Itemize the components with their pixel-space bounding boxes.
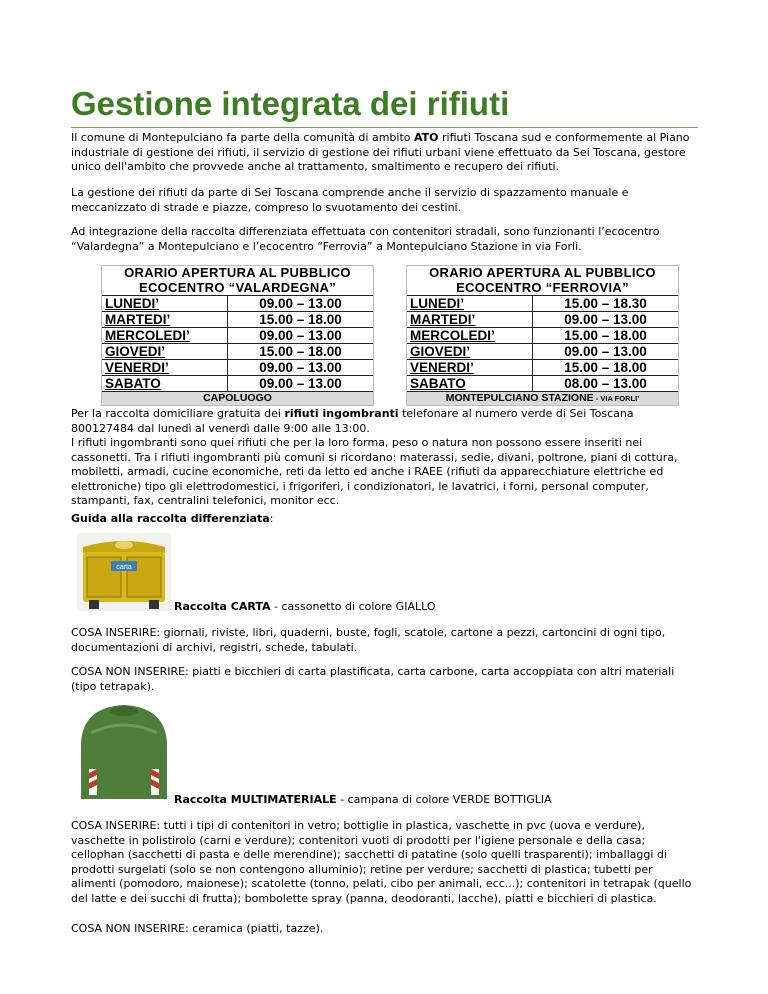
day-label: MERCOLEDI’ [407,328,533,343]
day-label: GIOVEDI’ [102,344,228,359]
hours-value: 08.00 – 13.00 [564,376,647,391]
day-label: LUNEDI’ [407,296,533,311]
hours-value: 15.00 – 18.00 [259,312,342,327]
hours-value: 15.00 – 18.00 [564,360,647,375]
footer-location: MONTEPULCIANO STAZIONE [445,392,594,404]
schedule-row [102,328,373,344]
ingombranti-paragraph [71,407,698,509]
multimateriale-color: - campana di colore VERDE BOTTIGLIA [336,793,552,806]
multimateriale-title [174,793,694,808]
schedule-valardegna [101,265,374,406]
hours-value: 09.00 – 13.00 [564,344,647,359]
intro-paragraph-1 [71,131,698,175]
day-label: MARTEDI’ [102,312,228,327]
hours-value: 15.00 – 18.30 [564,296,647,311]
schedule-row [102,312,373,328]
ingombranti-text-cont: telefonare al numero verde di Sei Toscana 800127484 dal lunedì al venerdì dalle 9:00 alle 13:00. [71,407,634,435]
multimateriale-bold: Raccolta MULTIMATERIALE [174,793,337,806]
ato-bold: ATO [414,131,439,144]
bin-label: carta [116,564,132,571]
day-label: GIOVEDI’ [407,344,533,359]
day-label: VENERDI’ [407,360,533,375]
multimateriale-inserire: COSA INSERIRE: tutti i tipi di contenitori in vetro; bottiglie in plastica, vaschette in pvc (uova e verdure), vaschette in polistirolo (carni e verdure); contenitori vuoti di prodotti per l'igiene personale e della casa; cellophan (sacchetti di pasta e delle merendine); sacchetti di patatine (solo quelli trasparenti); imballaggi di prodotti surgelati (solo se non contengono alluminio); retine per verdure; sacchetti di plastica; tubetti per alimenti (pomodoro, maionese); scatolette (tonno, pelati, cibo per animali, ecc...); contenitori in tetrapak (quello del latte e dei succhi di frutta); bombolette spray (panna, deodoranti, lacche), piatti e bicchieri di plastica. [71,819,692,905]
carta-non-inserire: COSA NON INSERIRE: piatti e bicchieri di carta plastificata, carta carbone, carta accoppiata con altri materiali (tipo tetrapak). [71,665,675,693]
schedule-row [407,296,678,312]
schedule-header: ORARIO APERTURA AL PUBBLICO [429,265,656,280]
ingombranti-bold: rifiuti ingombranti [284,407,399,420]
hours-value: 15.00 – 18.00 [564,328,647,343]
schedule-name: ECOCENTRO “FERROVIA” [407,280,678,296]
schedule-row [102,376,373,392]
schedule-row [407,376,678,392]
intro-paragraph-2: La gestione dei rifiuti da parte di Sei Toscana comprende anche il servizio di spazzamento manuale e meccanizzato di strade e piazze, compreso lo svuotamento dei cestini. [71,186,629,214]
day-label: SABATO [102,376,228,391]
day-label: VENERDI’ [102,360,228,375]
guide-bold: Guida alla raccolta differenziata [71,512,270,525]
schedule-row [407,344,678,360]
ingombranti-text: Per la raccolta domiciliare gratuita dei [71,407,285,420]
carta-color: - cassonetto di colore GIALLO [270,600,436,613]
day-label: LUNEDI’ [102,296,228,311]
schedule-ferrovia [406,265,679,406]
carta-inserire: COSA INSERIRE: giornali, riviste, libri, quaderni, buste, fogli, scatole, cartone a pezzi, cartoncini di ogni tipo, documentazioni di archivi, registri, schede, tabulati. [71,626,666,654]
schedule-row [407,328,678,344]
schedule-row [102,360,373,376]
footer-address: - VIA FORLI’ [593,394,640,403]
page-title: Gestione integrata dei rifiuti [71,83,698,128]
carta-bin-image [77,533,171,611]
hours-value: 15.00 – 18.00 [259,344,342,359]
hours-value: 09.00 – 13.00 [564,312,647,327]
hours-value: 09.00 – 13.00 [259,376,342,391]
intro-paragraph-3: Ad integrazione della raccolta differenziata effettuata con contenitori stradali, sono funzionanti l’ecocentro “Valardegna” a Montepulciano e l’ecocentro “Ferrovia” a Montepulciano Stazione in via Forlì. [71,225,660,253]
day-label: SABATO [407,376,533,391]
multimateriale-non-inserire: COSA NON INSERIRE: ceramica (piatti, tazze). [71,922,324,935]
hours-value: 09.00 – 13.00 [259,296,342,311]
hours-value: 09.00 – 13.00 [259,360,342,375]
guide-colon: : [269,512,274,525]
day-label: MARTEDI’ [407,312,533,327]
schedule-footer [102,392,373,405]
schedule-row [407,312,678,328]
schedule-row [102,344,373,360]
carta-title [174,600,694,615]
ingombranti-description: I rifiuti ingombranti sono quei rifiuti che per la loro forma, peso o natura non possono essere inseriti nei cassonetti. Tra i rifiuti ingombranti più comuni si ricordano: materassi, sedie, divani, poltrone, piani di cottura, mobiletti, armadi, cucine economiche, reti da letto ed anche i RAEE (rifiuti da apparecchiature elettriche ed elettroniche) tipo gli elettrodomestici, i frigoriferi, i condizionatori, le lavatrici, i forni, personal computer, stampanti, fax, centralini telefonici, monitor ecc. [71,436,678,507]
intro-text-cont: rifiuti Toscana sud e conformemente al Piano industriale di gestione dei rifiuti, il servizio di gestione dei rifiuti urbani viene effettuato da Sei Toscana, gestore unico dell'ambito che provvede anche al trattamento, smaltimento e recupero dei rifiuti. [71,131,690,173]
intro-text: Il comune di Montepulciano fa parte della comunità di ambito [71,131,415,144]
footer-location: CAPOLUOGO [203,392,272,404]
multimateriale-bin-image [77,703,171,803]
schedule-row [102,296,373,312]
schedule-row [407,360,678,376]
hours-value: 09.00 – 13.00 [259,328,342,343]
schedule-footer [407,392,678,405]
schedule-name: ECOCENTRO “VALARDEGNA” [102,280,373,296]
carta-bold: Raccolta CARTA [174,600,271,613]
schedule-header: ORARIO APERTURA AL PUBBLICO [124,265,351,280]
day-label: MERCOLEDI’ [102,328,228,343]
guide-heading [71,512,698,527]
